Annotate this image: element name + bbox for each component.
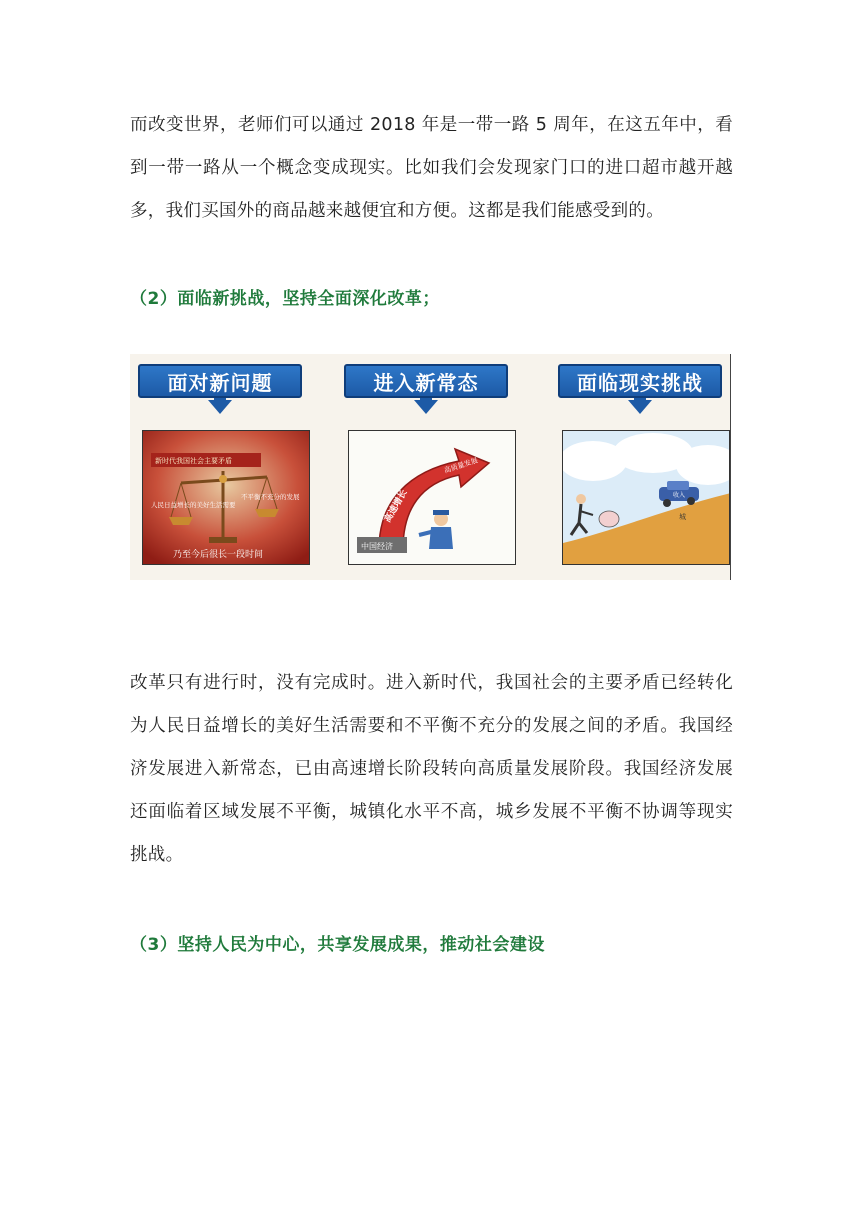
- arrow-text-quality: 高质量发展: [443, 456, 479, 475]
- scale-right-label: 不平衡不充分的发展: [241, 493, 300, 501]
- banner-new-normal: 进入新常态: [344, 364, 508, 398]
- panel-new-problems: [130, 354, 310, 580]
- banner-real-challenges: 面临现实挑战: [558, 364, 722, 398]
- economy-arrow-illustration: [348, 430, 516, 565]
- arrow-text-high-growth: 高速增长: [382, 488, 410, 525]
- down-arrow-icon: [208, 400, 232, 414]
- panel-bottom-caption: 乃至今后很长一段时间: [173, 550, 264, 560]
- section-heading-3: （3）坚持人民为中心，共享发展成果，推动社会建设: [130, 935, 545, 955]
- scale-illustration: [142, 430, 310, 565]
- paragraph-belt-and-road: 而改变世界，老师们可以通过 2018 年是一带一路 5 周年，在这五年中，看到一带一路从一个概念变成现实。比如我们会发现家门口的进口超市越开越多，我们买国外的商品越来越便宜和方便。这都是我们能感受到的。: [130, 115, 733, 221]
- box-label-china-economy: 中国经济: [361, 542, 393, 551]
- scale-left-label: 人民日益增长的美好生活需要: [151, 501, 236, 509]
- banner-new-problems: 面对新问题: [138, 364, 302, 398]
- section-heading-2: （2）面临新挑战，坚持全面深化改革；: [130, 289, 440, 309]
- uphill-illustration: [562, 430, 730, 565]
- panel-new-normal: [336, 354, 516, 580]
- illustration-three-panels: [130, 354, 731, 580]
- road-label-city: 城: [679, 513, 686, 521]
- down-arrow-icon: [628, 400, 652, 414]
- panel-real-challenges: [550, 354, 730, 580]
- down-arrow-icon: [414, 400, 438, 414]
- panel-caption-top: 新时代我国社会主要矛盾: [155, 457, 232, 465]
- paragraph-reform: 改革只有进行时，没有完成时。进入新时代，我国社会的主要矛盾已经转化为人民日益增长的美好生活需要和不平衡不充分的发展之间的矛盾。我国经济发展进入新常态，已由高速增长阶段转向高质量发展阶段。我国经济发展还面临着区域发展不平衡，城镇化水平不高，城乡发展不平衡不协调等现实挑战。: [130, 673, 733, 865]
- car-label-income: 收入: [673, 492, 686, 499]
